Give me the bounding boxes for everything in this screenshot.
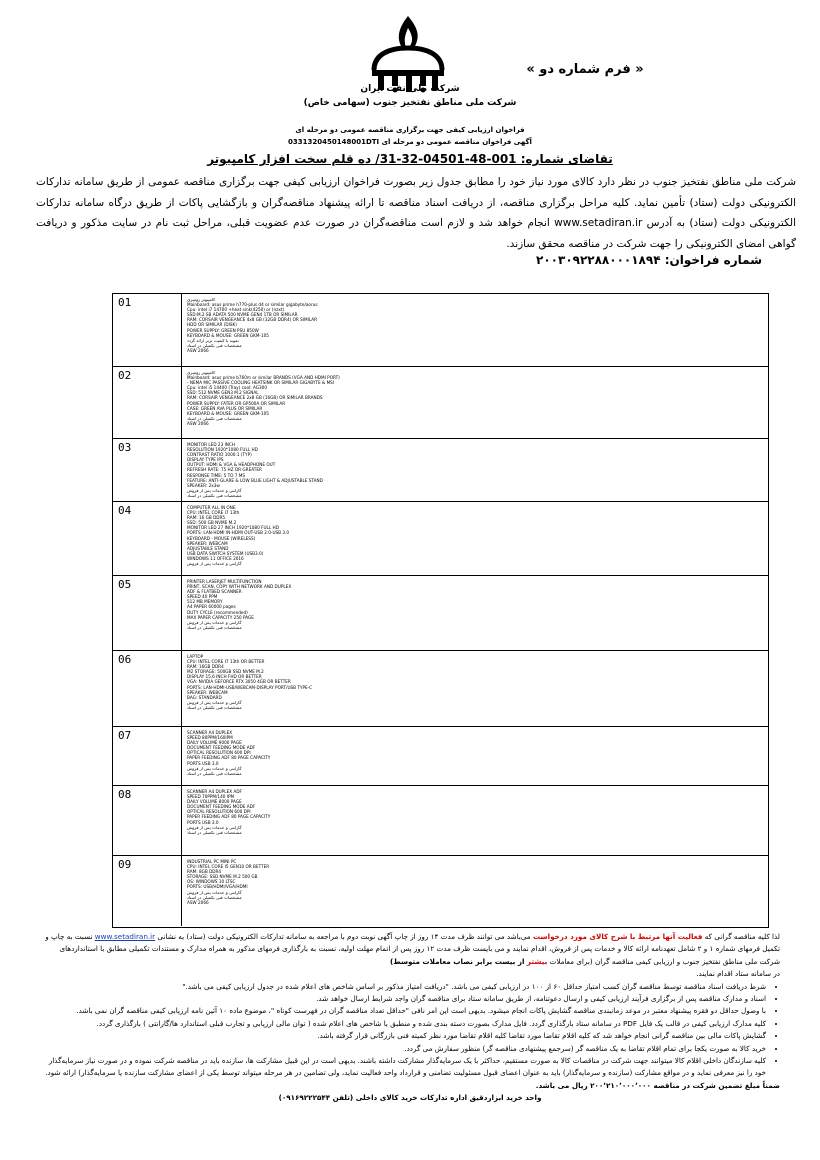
table-row [113, 855, 768, 926]
item-spec-line: MONITOR LED 27 INCH 1920*1080 FULL HD [187, 525, 279, 531]
items-table [112, 293, 769, 928]
list-item: • شرط دریافت اسناد مناقصه توسط مناقصه گران کسب امتیاز حداقل ۶۰ از ۱۰۰ در ارزیابی کیفی می باشد. "دریافت امتیاز مذکور بر اساس شاخص های اعلام شده در جدول ارزیابی کیفی می باشد." [40, 981, 766, 993]
item-spec-line: PAPER FEEDING ADF 80 PAGE CAPACITY [187, 814, 271, 820]
item-spec-line: Cpu: intel i7 14700 +heat sink(4250) or (nzxt) [187, 307, 285, 313]
column-divider [181, 727, 182, 785]
item-spec-line: LAPTOP [187, 654, 204, 659]
list-item: • گشایش پاکات مالی بین مناقصه گرانی انجام خواهد شد که کلیه اقلام تقاضا مورد تقاضا کلیه اقلام تقاضا مورد نظر کمیته فنی بازرگانی قرار گرفته باشد. [40, 1030, 766, 1042]
item-spec-line: PORTS: LAN-HDMI IN-HDMI OUT-USB 2.0-USB 3.0 [187, 530, 290, 536]
item-spec-line: FEATURE: ANTI-GLARE & LOW BLUE LIGHT & ADJUSTABLE STAND [187, 477, 323, 483]
item-spec-line: DAILY VOLUME 9000 PAGE [187, 740, 242, 746]
item-spec-line: SSD:M.2 SB ADATA 500 NVME GEN4 1TB OR SIMILAR [187, 312, 298, 318]
item-spec-line: PORTS USB 3.0 [187, 819, 219, 825]
item-spec-line: WINDOWS 11 OFFICE 2016 [187, 555, 244, 561]
item-spec-line: گارانتی و خدمات پس از فروش [187, 889, 242, 895]
table-row [113, 726, 768, 785]
item-description [187, 654, 762, 710]
table-row [113, 438, 768, 501]
item-spec-line: USB DATA SWITCH SYSTEM (USB3.0) [187, 550, 264, 556]
item-spec-line: DUTY CYCLE (recommended) [187, 609, 248, 615]
item-spec-line: 512 MB MEMORY [187, 599, 223, 605]
item-spec-line: Cpu: intel i5 14400 (Tray) cool: AG300 [187, 385, 267, 391]
table-row [113, 501, 768, 575]
item-spec-line: Mainboard: asus prime h770-plus d4 or similar gigabyte/aorus [187, 302, 318, 308]
item-number: 03 [118, 441, 132, 454]
item-spec-line: REFRESH RATE: 75 HZ OR GREATER [187, 467, 262, 473]
item-spec-line: CASE: GREEN AVA PLUS OR SIMILAR [187, 405, 263, 411]
item-spec-line: OUTPUT: HDMI & VGA & HEADPHONE OUT [187, 462, 276, 468]
item-spec-line: M2 STORAGE: 500GB SSD NVME M.2 [187, 669, 264, 675]
company-header [0, 82, 820, 110]
item-spec-line: OS: WINDOWS 10 LTSC [187, 879, 236, 885]
item-spec-line: گارانتی و خدمات پس از فروش [187, 619, 242, 625]
item-spec-line: ASW 2066 [187, 899, 209, 905]
column-divider [181, 651, 182, 726]
item-spec-line: HDD OR SIMILAR (DISK) [187, 322, 237, 328]
item-spec-line: VGA: NVIDIA GEFORCE RTX 3050 4GB OR BETTER [187, 679, 291, 685]
item-spec-line: ADJUSTABLE STAND [187, 545, 229, 551]
column-divider [181, 576, 182, 650]
item-spec-line: RAM: CORSAIR VENGEANCE 4x8 GB (32GB DDR4) OR SIMILAR [187, 317, 318, 323]
column-divider [181, 502, 182, 575]
item-spec-line: مشخصات فنی تکمیلی در اسناد [187, 894, 242, 900]
item-spec-line: OPTICAL RESOLUTION 600 DPI [187, 750, 251, 756]
item-spec-line: - NEMA MIC PASSIVE COOLING HEATSINK OR SIMILAR GIGABYTE & MSI [187, 380, 335, 386]
item-number: 05 [118, 578, 132, 591]
call-number: شماره فراخوان: ۲۰۰۳۰۹۲۲۸۸۰۰۰۱۸۹۴ [536, 253, 762, 267]
item-spec-line: DISPLAY 15.6 INCH FHD OR BETTER [187, 674, 262, 680]
item-number: 02 [118, 369, 132, 382]
item-description [187, 297, 762, 353]
item-spec-line: مشخصات فنی تکمیلی در اسناد [187, 829, 242, 835]
item-spec-line: DAILY VOLUME 8000 PAGE [187, 799, 242, 805]
item-spec-line: Mainboard: asus prime b760m or similar BRANDS (VGA AND HDMI PORT) [187, 375, 340, 381]
item-spec-line: گارانتی و خدمات پس از فروش [187, 765, 242, 771]
notes-text: می‌باشد می توانند ظرف مدت ۱۴ روز از چاپ آگهی نوبت دوم با مراجعه به سامانه تدارکات الکترونیکی دولت (ستاد) به نشانی [155, 932, 533, 941]
list-item: • کلیه سازندگان داخلی اقلام کالا میتوانند جهت شرکت در مناقصات کالا به صورت مستقیم، حداکثر با یک سرمایه‌گذار مشارکت داشته باشند. بدیهی است در این قبیل مشارکت ها، سازنده باید در مناقصه شرکت نموده و در صورت نیاز سرمایه‌گذار خود را نیز معرفی نماید و در مواقع مشارکت (سازنده و سرمایه‌گذار) باید به عنوان اعضای قبول مسئولیت تضامنی و قرارداد واحد فعالیت نماید، ولی تضامین در هر مرحله میتواند توسط یکی از اعضای مشارکت سازنده یا سرمایه‌گذار) ارائه شود. [40, 1055, 766, 1080]
item-spec-line: MONITOR LED 23 INCH [187, 442, 236, 447]
item-number: 07 [118, 729, 132, 742]
list-item: • خرید کالا به صورت یکجا برای تمام اقلام تقاضا به یک مناقصه گر (سرجمع پیشنهادی مناقصه گر) منظور سفارش می گردد. [40, 1043, 766, 1055]
item-spec-line: POWER SUPPLY: GREEN PSU 850W [187, 327, 259, 333]
item-spec-line: CPU: INTEL CORE I5 GEN10 OR BETTER [187, 864, 270, 870]
item-spec-line: KEYBOARD & MOUSE: GREEN GKM-105 [187, 332, 269, 338]
item-spec-line: STORAGE: SSD NVME M.2 500 GB [187, 874, 258, 880]
item-spec-line: A4 PAPER 60000 pages [187, 604, 236, 610]
item-number: 08 [118, 788, 132, 801]
item-spec-line: ADF & FLATBED SCANNER [187, 589, 242, 595]
table-row [113, 366, 768, 438]
item-spec-line: RAM: 16 GB DDR5 [187, 515, 226, 521]
item-spec-line: CONTRAST RATIO 1000:1 (TYP) [187, 452, 252, 458]
item-spec-line: KEYBOARD - MOUSE (WIRELESS) [187, 535, 256, 541]
list-item: • با وصول حداقل دو فقره پیشنهاد معتبر در موعد زمانبندی مناقصه گشایش پاکات انجام میشود. بدیهی است این امر نافی "حداقل تعداد مناقصه گران در فهرست کوتاه "، موضوع ماده ۱۰ آئین نامه ارزیابی کیفی مناقصه گران نمی باشد. [40, 1005, 766, 1017]
item-spec-line: مشخصات فنی تکمیلی در اسناد [187, 342, 242, 348]
table-row [113, 785, 768, 855]
item-spec-line: گارانتی و خدمات پس از فروش [187, 699, 242, 705]
setadiran-link[interactable]: www.setadiran.ir [94, 932, 156, 941]
request-title: تقاضای شماره: 001-48-04501-32-31/ ده قلم سخت افزار کامپیوتر [207, 152, 613, 166]
item-number: 01 [118, 296, 132, 309]
notes-text: نسبت به چاپ و تکمیل فرمهای شماره ۱ و ۲ شامل تعهدنامه ارائه کالا و خدمات پس از فروش، اقدام نمایند و می بایست ظرف مدت ۱۲ روز پس از اتمام مهلت اولیه، نسبت به بارگذاری فرمهای مذکور به همراه مدارک و مستندات تکمیلی مطابق با استانداردهای شرکت ملی مناطق نفتخیز جنوب و ارزیابی کیفی مناقصه گران (برای معاملات [45, 932, 780, 966]
notes-text: از بیست برابر نصاب معاملات متوسط) [389, 956, 527, 966]
notes-highlight: فعالیت آنها مرتبط با شرح کالای مورد درخواست [532, 932, 703, 941]
item-description [187, 442, 762, 498]
notes-bullet-list [40, 981, 780, 1080]
item-spec-line: SPEED 70PPM/140 IPM [187, 794, 235, 800]
item-spec-line: POWER SUPPLY: FATER OR GP500A OR SIMILAR [187, 400, 286, 406]
item-spec-line: OPTICAL RESOLUTION 600 DPI [187, 809, 251, 815]
form-label: « فرم شماره دو » [526, 62, 644, 77]
item-spec-line: SPEED 80PPM/160IPM [187, 735, 233, 741]
item-spec-line: مشخصات فنی تکمیلی در اسناد [187, 624, 242, 630]
item-spec-line: SPEAKER: WEBCAM [187, 689, 228, 695]
table-row [113, 294, 768, 366]
deposit-note: ضمناً مبلغ تضمین شرکت در مناقصه ۲۰۰٬۲۱۰٬۰۰۰٬۰۰۰ ریال می باشد. [535, 1080, 780, 1090]
company-name-1: شرکت ملی نفت ایران [360, 84, 460, 94]
item-spec-line: RAM: 8GB DDR4 [187, 869, 222, 875]
item-spec-line: DISPLAY TYPE IPS [187, 457, 224, 463]
item-spec-line: SPEED 40 PPM [187, 594, 218, 600]
item-spec-line: RAM: CORSAIR VENGEANCE 2x8 GB (16GB) OR SIMILAR BRANDS [187, 395, 323, 401]
list-item: • کلیه مدارک ارزیابی کیفی در قالب یک فایل PDF در سامانه ستاد بارگذاری گردد. فایل مدارک بصورت دسته بندی شده و منطبق با شاخص های اعلام شده ( توان مالی ارزیابی و تجارب قبلی استاندارد ها/گارانتی ) بارگذاری گردد. [40, 1018, 766, 1030]
item-spec-line: گارانتی و خدمات پس از فروش [187, 487, 242, 493]
list-item: • اسناد و مدارک مناقصه پس از برگزاری فرآیند ارزیابی کیفی و ارسال دعوتنامه، از طریق سامانه ستاد برای مناقصه گران واجد شرایط ارسال خواهد شد. [40, 993, 766, 1005]
item-spec-line: SPEAKER: WEBCAM [187, 540, 228, 546]
item-spec-line: کامپیوتر رومیزی [187, 370, 216, 375]
item-description [187, 505, 762, 566]
notes-paragraph-1 [40, 931, 780, 968]
item-spec-line: کامپیوتر رومیزی [187, 297, 216, 302]
item-spec-line: RESPONSE TIME: 5 TO 7 MS [187, 472, 246, 478]
item-spec-line: CPU: INTEL CORE I7 13th [187, 510, 240, 516]
contact-note: واحد خرید ابزاردقیق اداره تدارکات خرید کالای داخلی (تلفن ۰۹۱۶۹۲۲۲۵۴۴) [278, 1093, 542, 1103]
item-spec-line: SPEAKER: 2x3w [187, 482, 220, 488]
item-spec-line: گارانتی و خدمات پس از فروش [187, 561, 242, 567]
item-spec-line: DOCUMENT FEEDING MODE ADF [187, 804, 256, 810]
item-description [187, 859, 762, 905]
item-spec-line: مشخصات فنی تکمیلی در اسناد [187, 492, 242, 498]
table-row [113, 650, 768, 726]
item-spec-line: KEYBOARD & MOUSE: GREEN GKM-105 [187, 410, 269, 416]
item-number: 04 [118, 504, 132, 517]
item-spec-line: COMPUTER ALL IN ONE [187, 505, 236, 510]
item-spec-line: PAPER FEEDING ADF 80 PAGE CAPACITY [187, 755, 271, 761]
item-description [187, 579, 762, 630]
item-spec-line: مشخصات فنی تکمیلی در اسناد [187, 415, 242, 421]
item-spec-line: DOCUMENT FEEDING MODE ADF [187, 745, 256, 751]
callout-header [0, 124, 820, 148]
intro-paragraph: شرکت ملی مناطق نفتخیز جنوب در نظر دارد کالای مورد نیاز خود را مطابق جدول زیر بصورت فراخوان ارزیابی کیفی جهت برگزاری مناقصه عمومی از طریق سامانه تدارکات الکترونیکی دولت (ستاد) تأمین نماید. کلیه مراحل برگزاری مناقصه، از دریافت اسناد مناقصه تا ارائه پیشنهاد مناقصه‌گران و بازگشایی پاکات از طریق درگاه سامانه تدارکات الکترونیکی دولت (ستاد) به آدرس www.setadiran.ir انجام خواهد شد و لازم است مناقصه‌گران در صورت عدم عضویت قبلی، مراحل ثبت نام در سایت مذکور و دریافت گواهی امضای الکترونیکی را جهت شرکت در مناقصه محقق سازند. [36, 176, 796, 250]
callout-line-1: فراخوان ارزیابی کیفی جهت برگزاری مناقصه عمومی دو مرحله ای [295, 126, 525, 134]
company-name-2: شرکت ملی مناطق نفتخیز جنوب (سهامی خاص) [303, 98, 517, 108]
item-spec-line: SCANNER A4 DUPLEX ADF [187, 789, 242, 794]
column-divider [181, 786, 182, 855]
item-number: 06 [118, 653, 132, 666]
item-spec-line: SCANNER A4 DUPLEX [187, 730, 233, 735]
column-divider [181, 367, 182, 438]
callout-line-2: آگهی فراخوان مناقصه عمومی دو مرحله ای 0331320450148001DTI [288, 138, 532, 146]
item-spec-line: PORTS: USB/HDMI/VGA/HDMI [187, 884, 248, 890]
item-description [187, 789, 762, 835]
item-spec-line: PORTS USB 3.0 [187, 760, 219, 766]
item-spec-line: INDUSTRIAL PC MINI PC [187, 859, 237, 864]
item-description [187, 730, 762, 776]
column-divider [181, 856, 182, 926]
column-divider [181, 439, 182, 501]
notes-text: لذا کلیه مناقصه گرانی که [702, 932, 780, 941]
item-spec-line: BAG: STANDARD [187, 694, 222, 700]
item-spec-line: گارانتی و خدمات پس از فروش [187, 824, 242, 830]
item-spec-line: CPU: INTEL CORE I7 13th OR BETTER [187, 659, 265, 665]
item-spec-line: PRINTER LASERJET MULTIFUNCTION [187, 579, 262, 584]
notes-section [40, 931, 780, 1105]
item-spec-line: PRINT, SCAN, COPY WITH NETWORK AND DUPLEX [187, 584, 292, 590]
item-spec-line: مشخصات فنی تکمیلی در اسناد [187, 704, 242, 710]
item-spec-line: RAM: 16GB DDR4 [187, 664, 224, 670]
item-spec-line: نمونه با کیفیت برتر ارائه گردد [187, 337, 239, 343]
item-spec-line: RESOLUTION 1920*1080 FULL HD [187, 447, 258, 453]
item-spec-line: ASW 2066 [187, 420, 209, 426]
item-spec-line: SSD: 512 NVME GEN3 M.2 SIGNAL [187, 390, 259, 396]
item-description [187, 370, 762, 426]
item-spec-line: SSD: 500 GB NVME M.2 [187, 520, 237, 526]
notes-paragraph-2: در سامانه ستاد اقدام نمایند. [696, 969, 780, 979]
item-spec-line: مشخصات فنی تکمیلی در اسناد [187, 770, 242, 776]
item-number: 09 [118, 858, 132, 871]
notes-highlight: بیشتر [526, 956, 548, 966]
column-divider [181, 294, 182, 366]
table-row [113, 575, 768, 650]
item-spec-line: PORTS: LAN-HDMI-USB/WEBCAM-DISPLAY PORT/USB TYPE-C [187, 684, 313, 690]
item-spec-line: ASW 2066 [187, 347, 209, 353]
item-spec-line: MAX PAPER CAPACITY 250 PAGE [187, 614, 254, 620]
